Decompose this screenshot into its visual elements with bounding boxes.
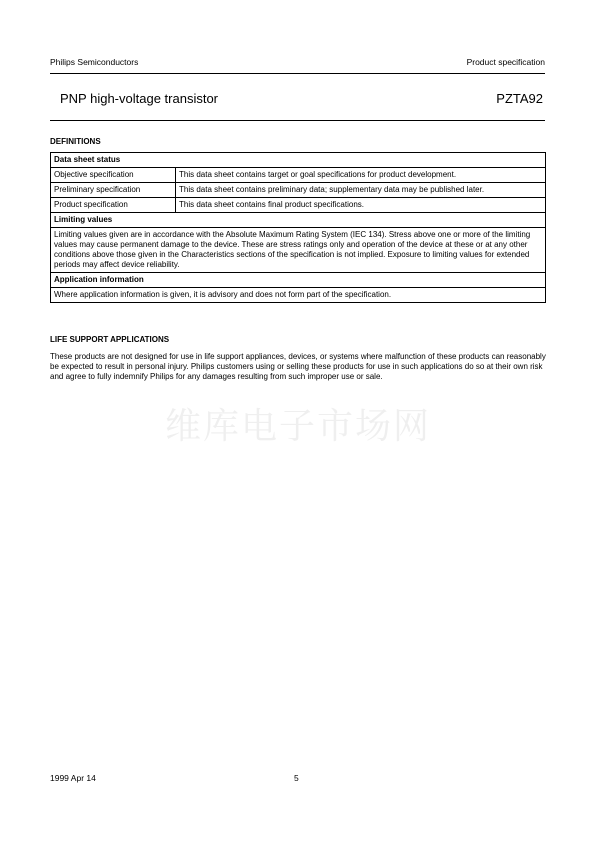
definitions-table [50,152,546,303]
application-information-heading: Application information [51,273,546,288]
watermark: 维库电子市场网 [165,406,432,447]
status-term: Preliminary specification [51,183,176,198]
page-title: PNP high-voltage transistor [60,91,219,106]
status-term: Objective specification [51,168,176,183]
table-row [51,228,546,273]
document-type: Product specification [466,57,545,67]
part-number: PZTA92 [496,91,543,106]
status-description: This data sheet contains preliminary data; supplementary data may be published later. [176,183,546,198]
limiting-values-heading: Limiting values [51,213,546,228]
status-term: Product specification [51,198,176,213]
table-row [51,288,546,303]
life-support-heading: LIFE SUPPORT APPLICATIONS [50,335,170,344]
definitions-heading: DEFINITIONS [50,137,101,146]
company-name: Philips Semiconductors [50,57,139,67]
table-row [51,153,546,168]
table-row [51,183,546,198]
header-rule-bottom [50,120,545,121]
status-description: This data sheet contains final product specifications. [176,198,546,213]
table-row [51,213,546,228]
table-row [51,168,546,183]
limiting-values-text: Limiting values given are in accordance with the Absolute Maximum Rating System (IEC 134). Stress above one or more of the limiting values may cause permanent damage to the device. These are stress ratings only and operation of the device at these or at any other conditions above those given in the Characteristics sections of the specification is not implied. Exposure to limiting values for extended periods may affect device reliability. [51,228,546,273]
table-row [51,273,546,288]
data-sheet-status-heading: Data sheet status [51,153,546,168]
life-support-text: These products are not designed for use in life support appliances, devices, or systems where malfunction of these products can reasonably be expected to result in personal injury. Philips customers using or selling these products for use in such applications do so at their own risk and agree to fully indemnify Philips for any damages resulting from such improper use or sale. [50,352,546,381]
footer-date: 1999 Apr 14 [50,773,96,783]
status-description: This data sheet contains target or goal specifications for product development. [176,168,546,183]
header-rule-top [50,73,545,74]
table-row [51,198,546,213]
page-number: 5 [294,773,299,783]
application-information-text: Where application information is given, it is advisory and does not form part of the specification. [51,288,546,303]
